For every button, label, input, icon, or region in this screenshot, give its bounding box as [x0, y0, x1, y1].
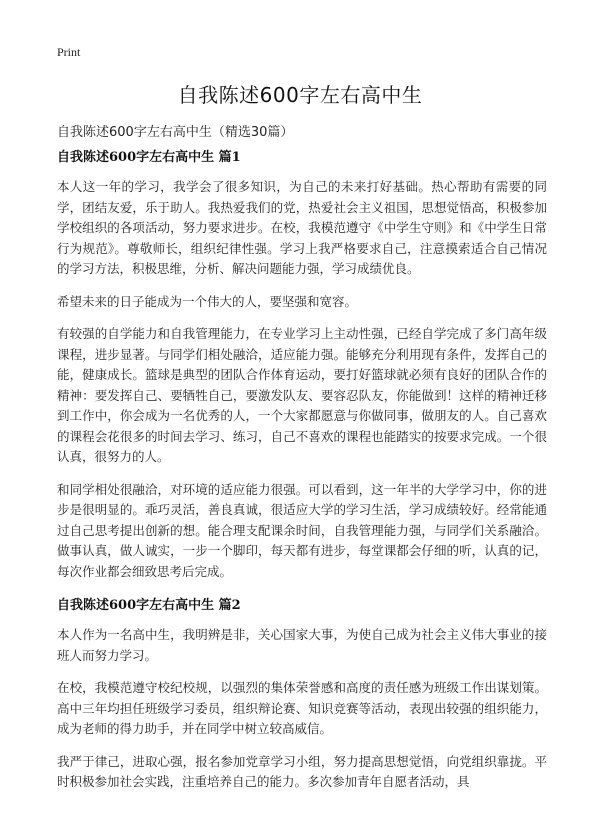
section-heading: 自我陈述600字左右高中生 篇2 [57, 598, 241, 613]
paragraph: 本人作为一名高中生，我明辨是非，关心国家大事，为使自己成为社会主义伟大事业的接班人而努力学习。 [57, 627, 547, 663]
article-body [57, 148, 547, 805]
article-section-2 [57, 596, 547, 793]
print-link[interactable]: Print [57, 45, 81, 59]
paragraph: 本人这一年的学习，我学会了很多知识，为自己的未来打好基础。热心帮助有需要的同学，团结友爱，乐于助人。我热爱我们的党，热爱社会主义祖国，思想觉悟高，积极参加学校组织的各项活动，努力要求进步。在校，我模范遵守《中学生守则》和《中学生日常行为规范》。尊敬师长，组织纪律性强。学习上我严格要求自己，注意摸索适合自己情况的学习方法，积极思维，分析、解决问题能力强，学习成绩优良。 [57, 179, 547, 276]
paragraph: 希望未来的日子能成为一个伟大的人，要坚强和宽容。 [57, 293, 358, 309]
article-section-1 [57, 148, 547, 582]
paragraph: 有较强的自学能力和自我管理能力，在专业学习上主动性强，已经自学完成了多门高年级课程，进步显著。与同学们相处融洽，适应能力强。能够充分利用现有条件，发挥自己的能，健康成长。篮球是典型的团队合作体育运动，要打好篮球就必须有良好的团队合作的精神：要发挥自己、要牺牲自己，要激发队友、要容忍队友，你能做到！这样的精神迁移到工作中，你会成为一名优秀的人，一个大家都愿意与你做同事，做朋友的人。自己喜欢的课程会花很多的时间去学习、练习，自己不喜欢的课程也能踏实的按要求完成。一个很认真，很努力的人。 [57, 326, 547, 464]
paragraph: 在校，我模范遵守校纪校规，以强烈的集体荣誉感和高度的责任感为班级工作出谋划策。高中三年均担任班级学习委员，组织辩论赛、知识竞赛等活动，表现出较强的组织能力，成为老师的得力助手，并在同学中树立较高威信。 [57, 680, 547, 736]
page-title: 自我陈述600字左右高中生 [177, 83, 423, 107]
paragraph: 和同学相处很融洽，对环境的适应能力很强。可以看到，这一年半的大学学习中，你的进步是很明显的。乖巧灵活，善良真诚，很适应大学的学习生活，学习成绩较好。经常能通过自己思考提出创新的想。能合理支配课余时间，自我管理能力强，与同学们关系融洽。做事认真，做人诚实，一步一个脚印，每天都有进步，每堂课都会仔细的听，认真的记，每次作业都会细致思考后完成。 [57, 481, 547, 579]
document-subtitle: 自我陈述600字左右高中生（精选30篇） [57, 125, 294, 140]
section-heading: 自我陈述600字左右高中生 篇1 [57, 150, 241, 165]
paragraph: 我严于律己，进取心强，报名参加党章学习小组，努力提高思想觉悟，向党组织靠拢。平时积极参加社会实践，注重培养自己的能力。多次参加青年自愿者活动，具 [57, 753, 547, 789]
